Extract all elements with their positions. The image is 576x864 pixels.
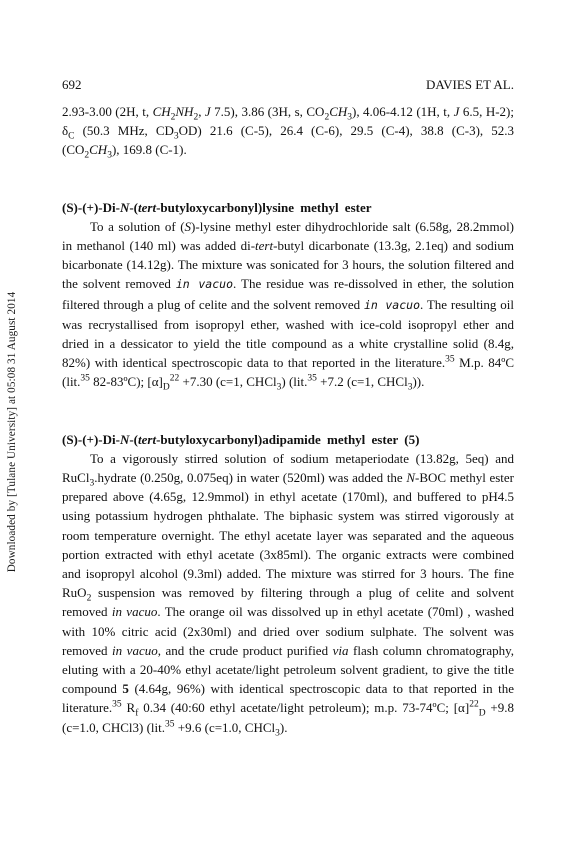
section-heading-lysine-ester: (S)-(+)-Di-N-(tert-butyloxycarbonyl)lysine methyl ester	[62, 199, 372, 215]
procedure-paragraph-adipamide: To a vigorously stirred solution of sodium metaperiodate (13.82g, 5eq) and RuCl$_3$.hydrate (0.250g, 0.075eq) in water (520ml) was added the N-BOC methyl ester prepared above (4.65g, 12.9mmol) in ethyl acetate (170ml), and buffered to pH4.5 using potassium hydrogen phthalate. The biphasic system was stirred vigorously at room temperature overnight. The ethyl acetate layer was separated and the aqueous portion extracted with ethyl acetate (3x85ml). The organic extracts were combined and isopropyl alcohol (9.3ml) added. The mixture was stirred for 3 hours. The fine RuO$_2$ suspension was removed by filtering through a plug of celite and solvent removed in vacuo. The orange oil was dissolved up in ethyl acetate (70ml) , washed with 10% citric acid (2x30ml) and dried over sodium sulphate. The solvent was removed in vacuo, and the crude product purified via flash column chromatography, eluting with a 20-40% ethyl acetate/light petroleum solvent gradient, to give the title compound 5 (4.64g, 96%) with identical spectroscopic data to that reported in the literature.$^{35}$ $R_f$ 0.34 (40:60 ethyl acetate/light petroleum); m.p. 73-74ºC; $[\alpha]^{22}_D +9.8$ (c=1.0, CHCl3) (lit.$^{35}$ +9.6 (c=1.0, CHCl$_3$).	[62, 450, 515, 739]
procedure-paragraph-lysine: To a solution of (S)-lysine methyl ester dihydrochloride salt (6.58g, 28.2mmol) in methanol (140 ml) was added di-tert-butyl dicarbonate (13.3g, 2.1eq) and sodium bicarbonate (14.12g). The mixture was sonicated for 3 hours, the solution filtered and the solvent removed in vacuo. The residue was re-dissolved in ether, the solution filtered through a plug of celite and the solvent removed in vacuo. The resulting oil was recrystallised from isopropyl ether, washed with ice-cold isopropyl ether and dried in a dessicator to yield the title compound as a white crystalline solid (8.4g, 82%) with identical spectroscopic data to that reported in the literature.$^{35}$ M.p. 84ºC (lit.$^{35}$ 82-83ºC); $[\alpha]_D^{22} +7.30$ (c=1, CHCl$_3$) (lit.$^{35}$ +7.2 (c=1, CHCl$_3$)).	[62, 218, 515, 394]
page-body	[62, 102, 514, 737]
section-spacer	[62, 411, 514, 430]
section-spacer	[62, 160, 514, 179]
watermark-text: Downloaded by [Tulane University] at 05:08 31 August 2014	[6, 291, 18, 573]
page-number: 692	[62, 77, 82, 92]
section-heading-adipamide-ester: (S)-(+)-Di-N-(tert-butyloxycarbonyl)adipamide methyl ester (5)	[62, 431, 420, 447]
running-head: DAVIES ET AL.	[426, 77, 514, 92]
section-spacer	[62, 392, 514, 411]
section-spacer	[62, 179, 514, 198]
download-watermark	[0, 0, 24, 864]
nmr-data-paragraph: 2.93-3.00 (2H, t, $CH_2NH_2$, J 7.5), 3.86 (3H, s, $CO_2CH_3$), 4.06-4.12 (1H, t, J 6.5, H-2); $\delta_C$ (50.3 MHz, $CD_3OD$) 21.6 (C-5), 26.4 (C-6), 29.5 (C-4), 38.8 (C-3), 52.3 $(CO_2CH_3)$, 169.8 (C-1).	[62, 104, 514, 161]
